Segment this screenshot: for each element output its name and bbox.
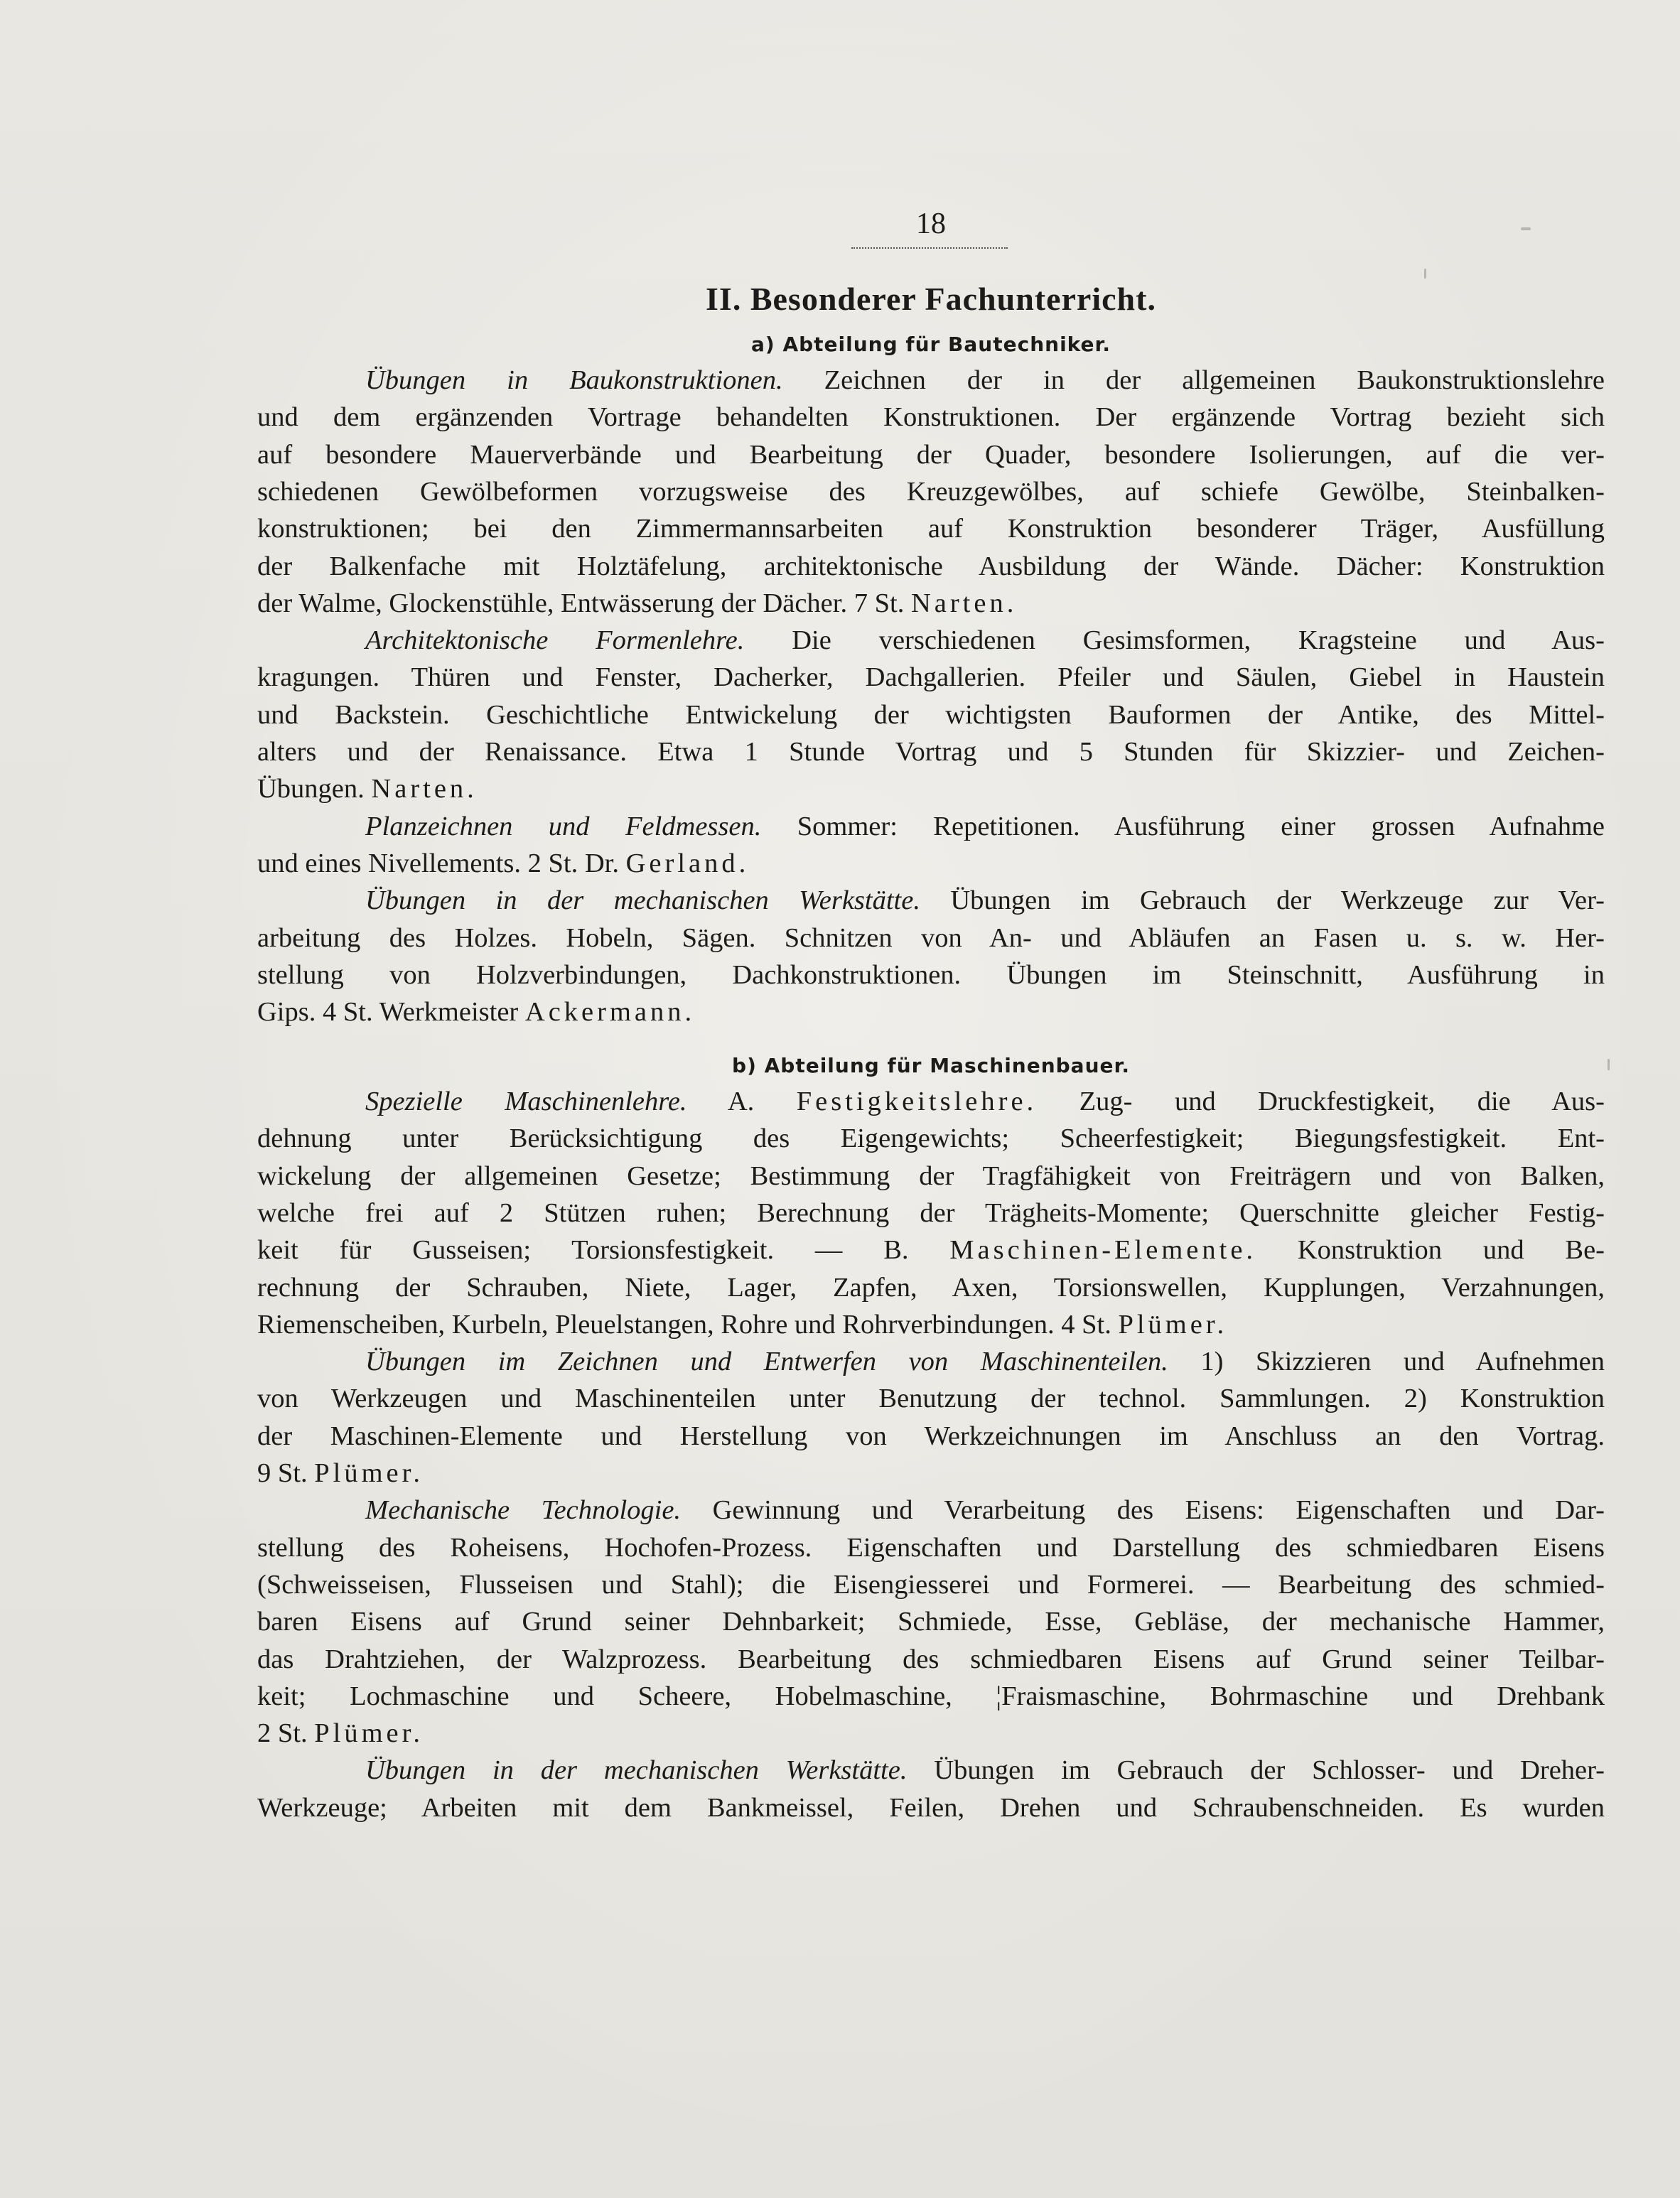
text-segment: Sommer: Repetitionen. Ausführung einer grossen Aufnahme (761, 812, 1605, 841)
text-segment: der Maschinen-Elemente und Herstellung von Werkzeichnungen im Anschluss an den Vortrag. (257, 1421, 1605, 1451)
text-segment: Die verschiedenen Gesimsformen, Kragsteine und Aus- (744, 625, 1605, 655)
text-line (257, 1270, 1605, 1305)
spaced-name: Gerland. (625, 849, 750, 878)
text-line (365, 1752, 1605, 1788)
spaced-name: Narten. (910, 588, 1018, 618)
text-segment: 1) Skizzieren und Aufnehmen (1168, 1347, 1605, 1377)
text-segment: 2 St. (257, 1718, 315, 1748)
text-line (257, 1307, 1605, 1342)
text-line (257, 846, 1605, 881)
text-segment: stellung des Roheisens, Hochofen-Prozess. Eigenschaften und Darstellung des schmiedbaren Eisens (257, 1533, 1605, 1563)
text-segment: von Werkzeugen und Maschinenteilen unter Benutzung der technol. Sammlungen. 2) Konstruktion (257, 1384, 1605, 1413)
subheading-maschinenbauer: b) Abteilung für Maschinenbauer. (732, 1054, 1130, 1077)
text-line (257, 1567, 1605, 1602)
text-segment: Zeichnen der in der allgemeinen Baukonstruktionslehre (782, 365, 1605, 395)
spaced-name: Ackermann. (524, 997, 696, 1027)
text-line (365, 1492, 1605, 1528)
text-line (365, 362, 1605, 398)
text-segment: Gewinnung und Verarbeitung des Eisens: Eigenschaften und Dar- (681, 1495, 1605, 1525)
text-line (257, 1158, 1605, 1194)
scan-speck (1424, 269, 1426, 279)
text-line (257, 1195, 1605, 1231)
text-segment: schiedenen Gewölbeformen vorzugsweise des Kreuzgewölbes, auf schiefe Gewölbe, Steinbalken- (257, 477, 1605, 507)
text-segment: das Drahtziehen, der Walzprozess. Bearbeitung des schmiedbaren Eisens auf Grund seiner Teilbar- (257, 1644, 1605, 1674)
text-segment: keit; Lochmaschine und Scheere, Hobelmaschine, ¦Fraismaschine, Bohrmaschine und Drehbank (257, 1681, 1605, 1711)
text-segment: alters und der Renaissance. Etwa 1 Stunde Vortrag und 5 Stunden für Skizzier- und Zeichen- (257, 737, 1605, 767)
text-line (257, 511, 1605, 546)
text-segment: arbeitung des Holzes. Hobeln, Sägen. Schnitzen von An- und Abläufen an Fasen u. s. w. Her- (257, 923, 1605, 953)
text-segment: baren Eisens auf Grund seiner Dehnbarkeit; Schmiede, Esse, Gebläse, der mechanische Hammer, (257, 1607, 1605, 1637)
text-segment: keit für Gusseisen; Torsionsfestigkeit. — B. (257, 1235, 950, 1265)
text-line (257, 437, 1605, 473)
spaced-name: Festigkeitslehre. (796, 1087, 1038, 1116)
text-segment: welche frei auf 2 Stützen ruhen; Berechnung der Trägheits-Momente; Querschnitte gleicher Festig- (257, 1198, 1605, 1228)
text-line (365, 1084, 1605, 1119)
text-line (257, 549, 1605, 584)
text-segment: und eines Nivellements. 2 St. Dr. (257, 849, 626, 878)
text-segment: dehnung unter Berücksichtigung des Eigengewichts; Scheerfestigkeit; Biegungsfestigkeit. Ent- (257, 1124, 1605, 1153)
text-line (257, 1530, 1605, 1566)
heading-italic: Planzeichnen und Feldmessen. (365, 812, 762, 841)
text-line (257, 1604, 1605, 1639)
text-line (365, 809, 1605, 844)
text-line (365, 1344, 1605, 1379)
text-segment: Übungen im Gebrauch der Werkzeuge zur Ver- (920, 885, 1605, 915)
text-line (257, 399, 1605, 435)
text-line (257, 771, 1605, 807)
text-segment: und dem ergänzenden Vortrage behandelten Konstruktionen. Der ergänzende Vortrag bezieht sich (257, 402, 1605, 432)
text-segment: A. (686, 1087, 797, 1116)
text-line (257, 1455, 1605, 1491)
heading-italic: Mechanische Technologie. (365, 1495, 682, 1525)
text-line (257, 697, 1605, 733)
text-line (257, 1121, 1605, 1156)
spaced-name: Narten. (371, 774, 478, 804)
text-line (257, 1418, 1605, 1454)
text-segment: der Balkenfache mit Holztäfelung, architektonische Ausbildung der Wände. Dächer: Konstruktion (257, 551, 1605, 581)
text-segment: Übungen im Gebrauch der Schlosser- und Dreher- (907, 1755, 1605, 1785)
heading-italic: Spezielle Maschinenlehre. (365, 1087, 687, 1116)
text-segment: auf besondere Mauerverbände und Bearbeitung der Quader, besondere Isolierungen, auf die ver- (257, 440, 1605, 470)
text-segment: kragungen. Thüren und Fenster, Dacherker, Dachgallerien. Pfeiler und Säulen, Giebel in Haustein (257, 662, 1605, 692)
text-segment: und Backstein. Geschichtliche Entwickelung der wichtigsten Bauformen der Antike, des Mittel- (257, 700, 1605, 730)
text-segment: Riemenscheiben, Kurbeln, Pleuelstangen, Rohre und Rohrverbindungen. 4 St. (257, 1310, 1119, 1340)
text-segment: Konstruktion und Be- (1256, 1235, 1605, 1265)
text-line (365, 883, 1605, 918)
text-segment: 9 St. (257, 1458, 315, 1488)
text-line (257, 659, 1605, 695)
heading-italic: Übungen im Zeichnen und Entwerfen von Maschinenteilen. (365, 1347, 1168, 1377)
text-segment: konstruktionen; bei den Zimmermannsarbeiten auf Konstruktion besonderer Träger, Ausfüllung (257, 514, 1605, 544)
text-segment: wickelung der allgemeinen Gesetze; Bestimmung der Tragfähigkeit von Freiträgern und von Balken, (257, 1161, 1605, 1191)
text-line (257, 1715, 1605, 1751)
text-segment: der Walme, Glockenstühle, Entwässerung der Dächer. 7 St. (257, 588, 911, 618)
page-number-rule (851, 247, 1008, 249)
scan-speck (1521, 227, 1531, 230)
text-line (365, 623, 1605, 658)
heading-italic: Übungen in der mechanischen Werkstätte. (365, 885, 920, 915)
text-segment: Werkzeuge; Arbeiten mit dem Bankmeissel, Feilen, Drehen und Schraubenschneiden. Es wurden (257, 1793, 1605, 1823)
scan-speck (1608, 1059, 1610, 1070)
heading-italic: Architektonische Formenlehre. (365, 625, 745, 655)
text-line (257, 474, 1605, 510)
section-title: II. Besonderer Fachunterricht. (706, 281, 1156, 317)
heading-italic: Übungen in der mechanischen Werkstätte. (365, 1755, 908, 1785)
text-segment: (Schweisseisen, Flusseisen und Stahl); die Eisengiesserei und Formerei. — Bearbeitung des schmied- (257, 1570, 1605, 1600)
spaced-name: Maschinen-Elemente. (949, 1235, 1257, 1265)
text-line (257, 1679, 1605, 1714)
heading-italic: Übungen in Baukonstruktionen. (365, 365, 783, 395)
subheading-bautechniker: a) Abteilung für Bautechniker. (751, 333, 1111, 356)
page-number: 18 (916, 208, 946, 240)
spaced-name: Plümer. (314, 1718, 424, 1748)
text-segment: stellung von Holzverbindungen, Dachkonstruktionen. Übungen im Steinschnitt, Ausführung in (257, 960, 1605, 990)
text-segment: Gips. 4 St. Werkmeister (257, 997, 525, 1027)
text-line (257, 994, 1605, 1030)
text-line (257, 1381, 1605, 1416)
text-line (257, 1642, 1605, 1677)
text-line (257, 957, 1605, 993)
text-segment: Zug- und Druckfestigkeit, die Aus- (1037, 1087, 1605, 1116)
text-line (257, 1232, 1605, 1268)
spaced-name: Plümer. (1118, 1310, 1228, 1340)
text-line (257, 586, 1605, 621)
text-line (257, 734, 1605, 770)
text-line (257, 1790, 1605, 1826)
text-segment: rechnung der Schrauben, Niete, Lager, Zapfen, Axen, Torsionswellen, Kupplungen, Verzahnungen, (257, 1273, 1605, 1303)
text-line (257, 920, 1605, 956)
text-segment: Übungen. (257, 774, 372, 804)
spaced-name: Plümer. (314, 1458, 424, 1488)
